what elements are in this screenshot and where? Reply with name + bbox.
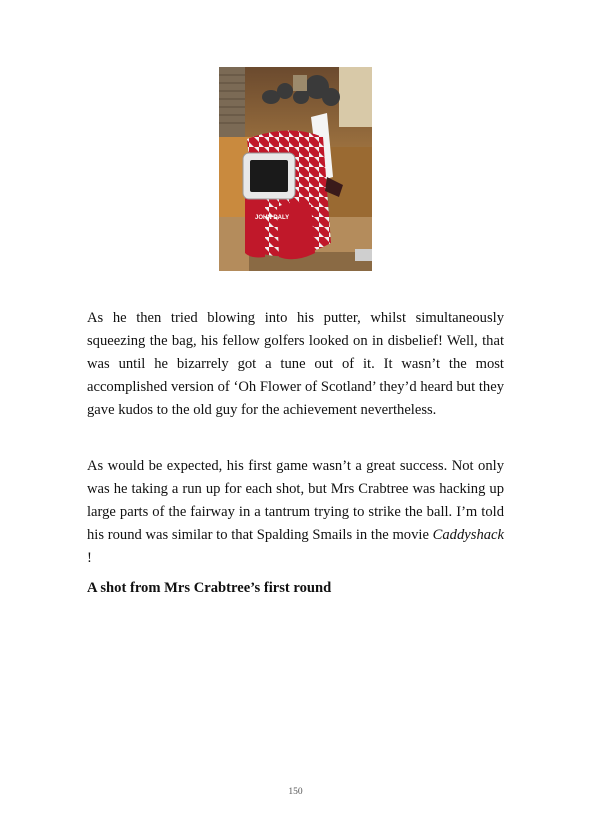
- movie-title: Caddyshack: [432, 527, 504, 543]
- page-number: 150: [288, 787, 303, 797]
- paragraph-first-game-text: As would be expected, his first game wasn’t a great success. Not only was he taking a run up for each shot, but Mrs Crabtree was hacking up large parts of the fairway in a tantrum trying to strike the ball. I’m told his round was similar to that Spalding Smails in the movie: [87, 458, 504, 543]
- section-heading: A shot from Mrs Crabtree’s first round: [87, 580, 332, 596]
- paragraph-first-game: [87, 455, 504, 570]
- bag-brand-text: JOHN DALY: [255, 215, 290, 221]
- paragraph-putter: As he then tried blowing into his putter, whilst simultaneously squeezing the bag, his fellow golfers looked on in disbelief! Well, that was until he bizarrely got a tune out of it. It wasn’t the most accomplished version of ‘Oh Flower of Scotland’ they’d heard but they gave kudos to the old guy for the achievement nevertheless.: [87, 310, 504, 418]
- golf-bag-photo: [219, 67, 372, 271]
- paragraph-first-game-ending: !: [87, 550, 92, 566]
